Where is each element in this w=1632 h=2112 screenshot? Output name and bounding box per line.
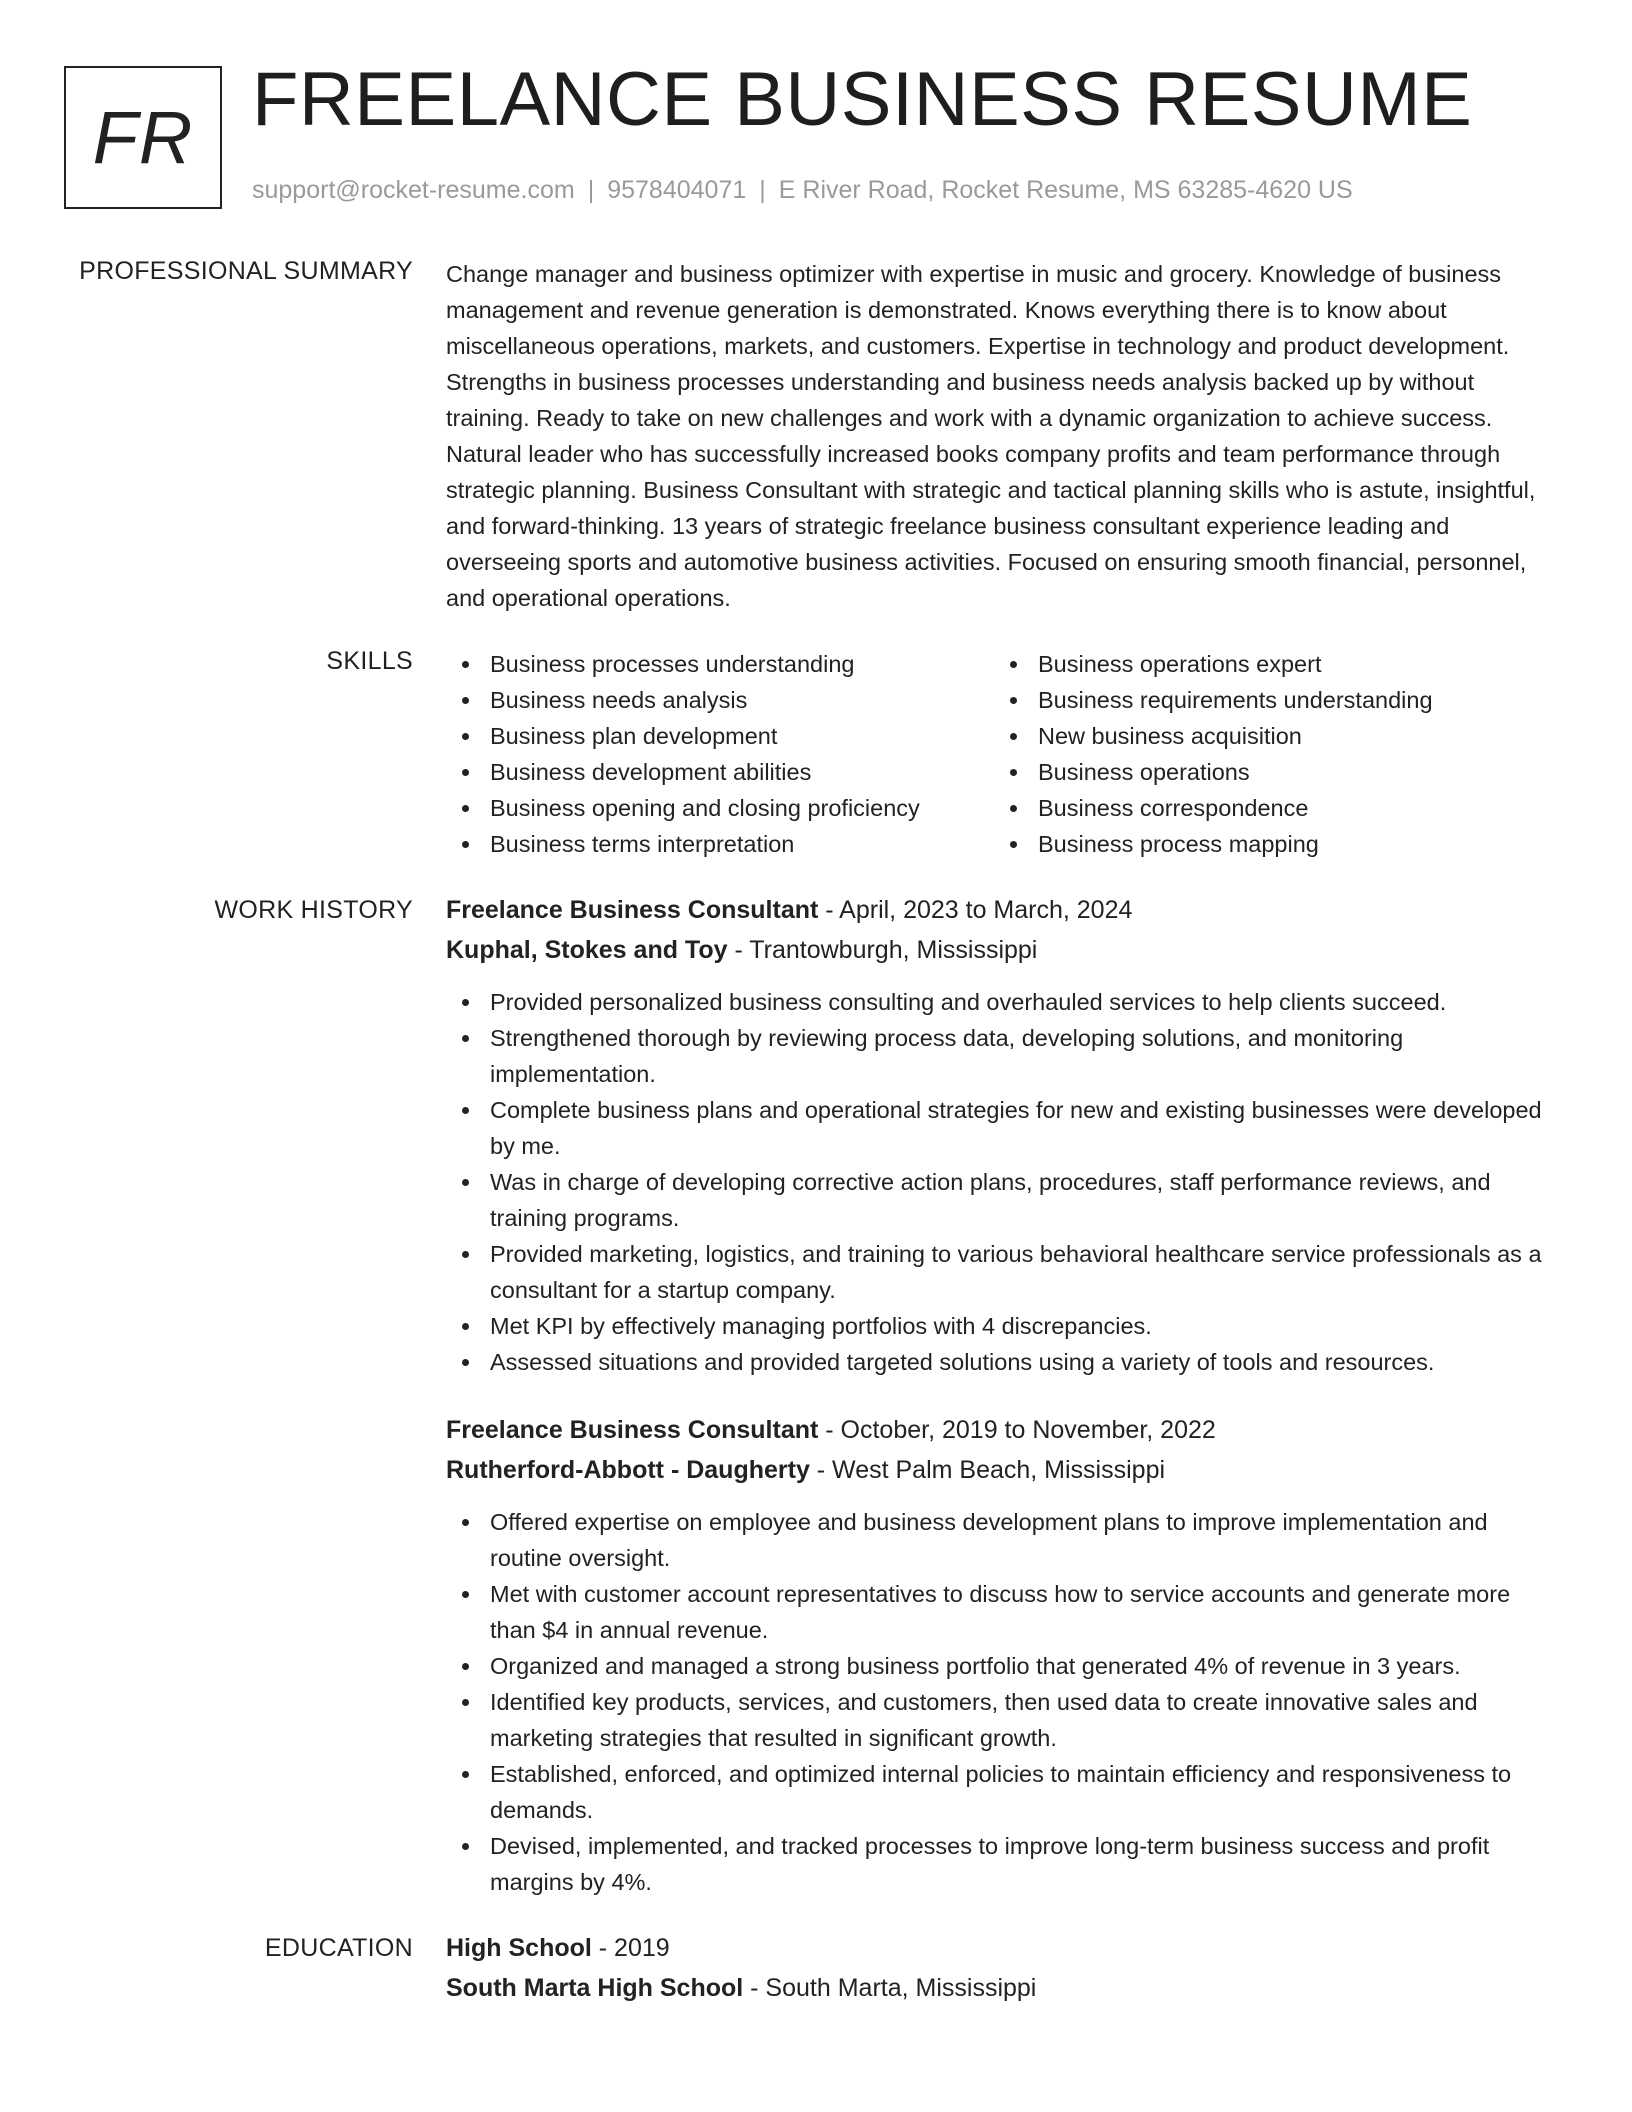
education-school: South Marta High School xyxy=(446,1974,744,2002)
skills-label: SKILLS xyxy=(326,647,413,675)
summary-label: PROFESSIONAL SUMMARY xyxy=(79,257,413,285)
list-item: Business operations expert xyxy=(994,646,1542,682)
job-dates: - October, 2019 to November, 2022 xyxy=(818,1416,1216,1444)
list-item: Established, enforced, and optimized internal policies to maintain efficiency and responsiveness to demands. xyxy=(446,1756,1561,1828)
contact-address: E River Road, Rocket Resume, MS 63285-4620 US xyxy=(778,176,1353,204)
list-item: Assessed situations and provided targeted solutions using a variety of tools and resources. xyxy=(446,1344,1561,1380)
job-bullets xyxy=(446,984,1561,1380)
contact-line xyxy=(252,176,1353,205)
list-item: Business terms interpretation xyxy=(446,826,994,862)
job-company: Rutherford-Abbott - Daugherty xyxy=(446,1456,810,1484)
job-entry xyxy=(446,892,1561,1380)
list-item: New business acquisition xyxy=(994,718,1542,754)
education-body xyxy=(446,1930,1561,2006)
education-label: EDUCATION xyxy=(264,1934,413,1962)
list-item: Business processes understanding xyxy=(446,646,994,682)
job-company-line xyxy=(446,932,1561,968)
education-degree: High School xyxy=(446,1934,592,1962)
job-title-line xyxy=(446,1412,1561,1448)
list-item: Business requirements understanding xyxy=(994,682,1542,718)
list-item: Business opening and closing proficiency xyxy=(446,790,994,826)
work-label: WORK HISTORY xyxy=(214,896,413,924)
job-title: Freelance Business Consultant xyxy=(446,1416,819,1444)
list-item: Identified key products, services, and customers, then used data to create innovative sales and marketing strategies that resulted in significant growth. xyxy=(446,1684,1561,1756)
list-item: Business plan development xyxy=(446,718,994,754)
job-entry xyxy=(446,1412,1561,1900)
list-item: Devised, implemented, and tracked processes to improve long-term business success and profit margins by 4%. xyxy=(446,1828,1561,1900)
list-item: Business operations xyxy=(994,754,1542,790)
job-location: - Trantowburgh, Mississippi xyxy=(727,936,1038,964)
list-item: Met with customer account representatives to discuss how to service accounts and generate more than $4 in annual revenue. xyxy=(446,1576,1561,1648)
list-item: Strengthened thorough by reviewing process data, developing solutions, and monitoring implementation. xyxy=(446,1020,1561,1092)
contact-separator: | xyxy=(587,176,595,204)
contact-separator: | xyxy=(759,176,766,204)
contact-email: support@rocket-resume.com xyxy=(252,176,575,204)
contact-phone: 9578404071 xyxy=(607,176,747,204)
list-item: Provided marketing, logistics, and training to various behavioral healthcare service professionals as a consultant for a startup company. xyxy=(446,1236,1561,1308)
education-school-line xyxy=(446,1970,1561,2006)
monogram: FR xyxy=(64,66,222,209)
list-item: Business development abilities xyxy=(446,754,994,790)
education-location: - South Marta, Mississippi xyxy=(743,1974,1037,2002)
list-item: Met KPI by effectively managing portfolios with 4 discrepancies. xyxy=(446,1308,1561,1344)
education-year: - 2019 xyxy=(591,1934,670,1962)
list-item: Business needs analysis xyxy=(446,682,994,718)
list-item: Provided personalized business consulting and overhauled services to help clients succeed. xyxy=(446,984,1561,1020)
summary-text: Change manager and business optimizer with expertise in music and grocery. Knowledge of business management and revenue generation is demonstrated. Knows everything there is to know about miscellaneous operations, markets, and customers. Expertise in technology and product development. Strengths in business processes understanding and business needs analysis backed up by without training. Ready to take on new challenges and work with a dynamic organization to achieve success. Natural leader who has successfully increased books company profits and team performance through strategic planning. Business Consultant with strategic and tactical planning skills who is astute, insightful, and forward-thinking. 13 years of strategic freelance business consultant experience leading and overseeing sports and automotive business activities. Focused on ensuring smooth financial, personnel, and operational operations. xyxy=(446,261,1536,611)
skills-list-left xyxy=(446,646,994,862)
job-title: Freelance Business Consultant xyxy=(446,896,819,924)
job-company: Kuphal, Stokes and Toy xyxy=(446,936,728,964)
education-degree-line xyxy=(446,1930,1561,1966)
resume-title: FREELANCE BUSINESS RESUME xyxy=(252,57,1473,142)
job-company-line xyxy=(446,1452,1561,1488)
skills-list-right xyxy=(994,646,1542,862)
list-item: Business correspondence xyxy=(994,790,1542,826)
job-dates: - April, 2023 to March, 2024 xyxy=(818,896,1133,924)
job-title-line xyxy=(446,892,1561,928)
job-bullets xyxy=(446,1504,1561,1900)
work-body xyxy=(446,892,1561,1900)
list-item: Business process mapping xyxy=(994,826,1542,862)
list-item: Offered expertise on employee and business development plans to improve implementation and routine oversight. xyxy=(446,1504,1561,1576)
skills-body xyxy=(446,646,1561,862)
job-location: - West Palm Beach, Mississippi xyxy=(809,1456,1166,1484)
list-item: Complete business plans and operational strategies for new and existing businesses were developed by me. xyxy=(446,1092,1561,1164)
list-item: Was in charge of developing corrective action plans, procedures, staff performance reviews, and training programs. xyxy=(446,1164,1561,1236)
list-item: Organized and managed a strong business portfolio that generated 4% of revenue in 3 years. xyxy=(446,1648,1561,1684)
